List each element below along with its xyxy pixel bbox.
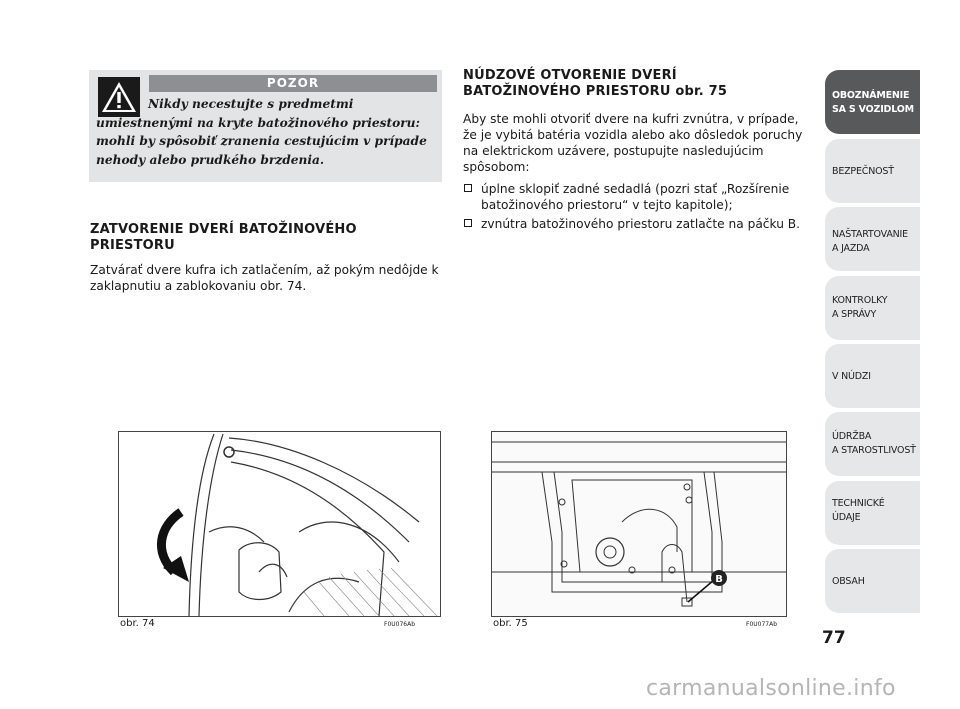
checkbox-bullet-icon bbox=[464, 219, 472, 227]
tab-obsah[interactable]: OBSAH bbox=[825, 549, 920, 613]
figure-75-caption: obr. 75 bbox=[493, 618, 528, 629]
tab-bezpecnost[interactable]: BEZPEČNOSŤ bbox=[825, 139, 920, 203]
tab-udrzba[interactable]: ÚDRŽBA A STAROSTLIVOSŤ bbox=[825, 412, 920, 476]
watermark: carmanualsonline.info bbox=[646, 676, 896, 701]
section-body-emergency: Aby ste mohli otvoriť dvere na kufri zvnútra, v prípade, že je vybitá batéria vozidla alebo ako dôsledok poruchy na elektrickom uzávere, postupujte nasledujúcim spôsobom: bbox=[463, 112, 803, 174]
lever-b-label: B bbox=[715, 574, 723, 585]
warning-box bbox=[89, 70, 442, 182]
section-body-closing: Zatvárať dvere kufra ich zatlačením, až pokým nedôjde k zaklapnutiu a zablokovaniu obr. 74. bbox=[90, 263, 439, 293]
tab-technicke-udaje[interactable]: TECHNICKÉ ÚDAJE bbox=[825, 481, 920, 545]
section-title-emergency bbox=[463, 68, 813, 100]
tab-v-nudzi[interactable]: V NÚDZI bbox=[825, 344, 920, 408]
title-figure-ref: obr. 75 bbox=[675, 84, 728, 99]
page-number: 77 bbox=[822, 628, 846, 648]
tab-nastartovanie[interactable]: NAŠTARTOVANIE A JAZDA bbox=[825, 207, 920, 271]
lock-illustration bbox=[492, 432, 786, 616]
figure-75-code: F0U077Ab bbox=[746, 621, 778, 628]
trunk-lid-illustration bbox=[119, 432, 440, 616]
warning-label: POZOR bbox=[149, 75, 437, 92]
figure-74-caption: obr. 74 bbox=[120, 618, 155, 629]
checkbox-bullet-icon bbox=[464, 184, 472, 192]
warning-text: Nikdy necestujte s predmetmi umiestnenými na kryte batožinového priestoru: mohli by spôsobiť zranenia cestujúcim v prípade nehody alebo prudkého brzdenia. bbox=[96, 97, 427, 167]
section-title-closing: ZATVORENIE DVERÍ BATOŽINOVÉHO PRIESTORU bbox=[90, 222, 357, 253]
figure-74-code: F0U076Ab bbox=[384, 621, 416, 628]
title-line-1: NÚDZOVÉ OTVORENIE DVERÍ bbox=[463, 68, 677, 83]
list-item: úplne sklopiť zadné sedadlá (pozri stať „Rozšírenie batožinového priestoru“ v tejto kapitole); bbox=[463, 181, 815, 213]
figure-74-trunk-lid bbox=[118, 431, 441, 617]
list-item: zvnútra batožinového priestoru zatlačte na páčku B. bbox=[463, 216, 815, 232]
title-line-2: BATOŽINOVÉHO PRIESTORU bbox=[463, 84, 671, 99]
bullet-list bbox=[463, 181, 815, 232]
tab-oboznamenie[interactable]: OBOZNÁMENIE SA S VOZIDLOM bbox=[825, 70, 920, 134]
figure-75-lock-mechanism bbox=[491, 431, 787, 617]
tab-kontrolky[interactable]: KONTROLKY A SPRÁVY bbox=[825, 276, 920, 340]
